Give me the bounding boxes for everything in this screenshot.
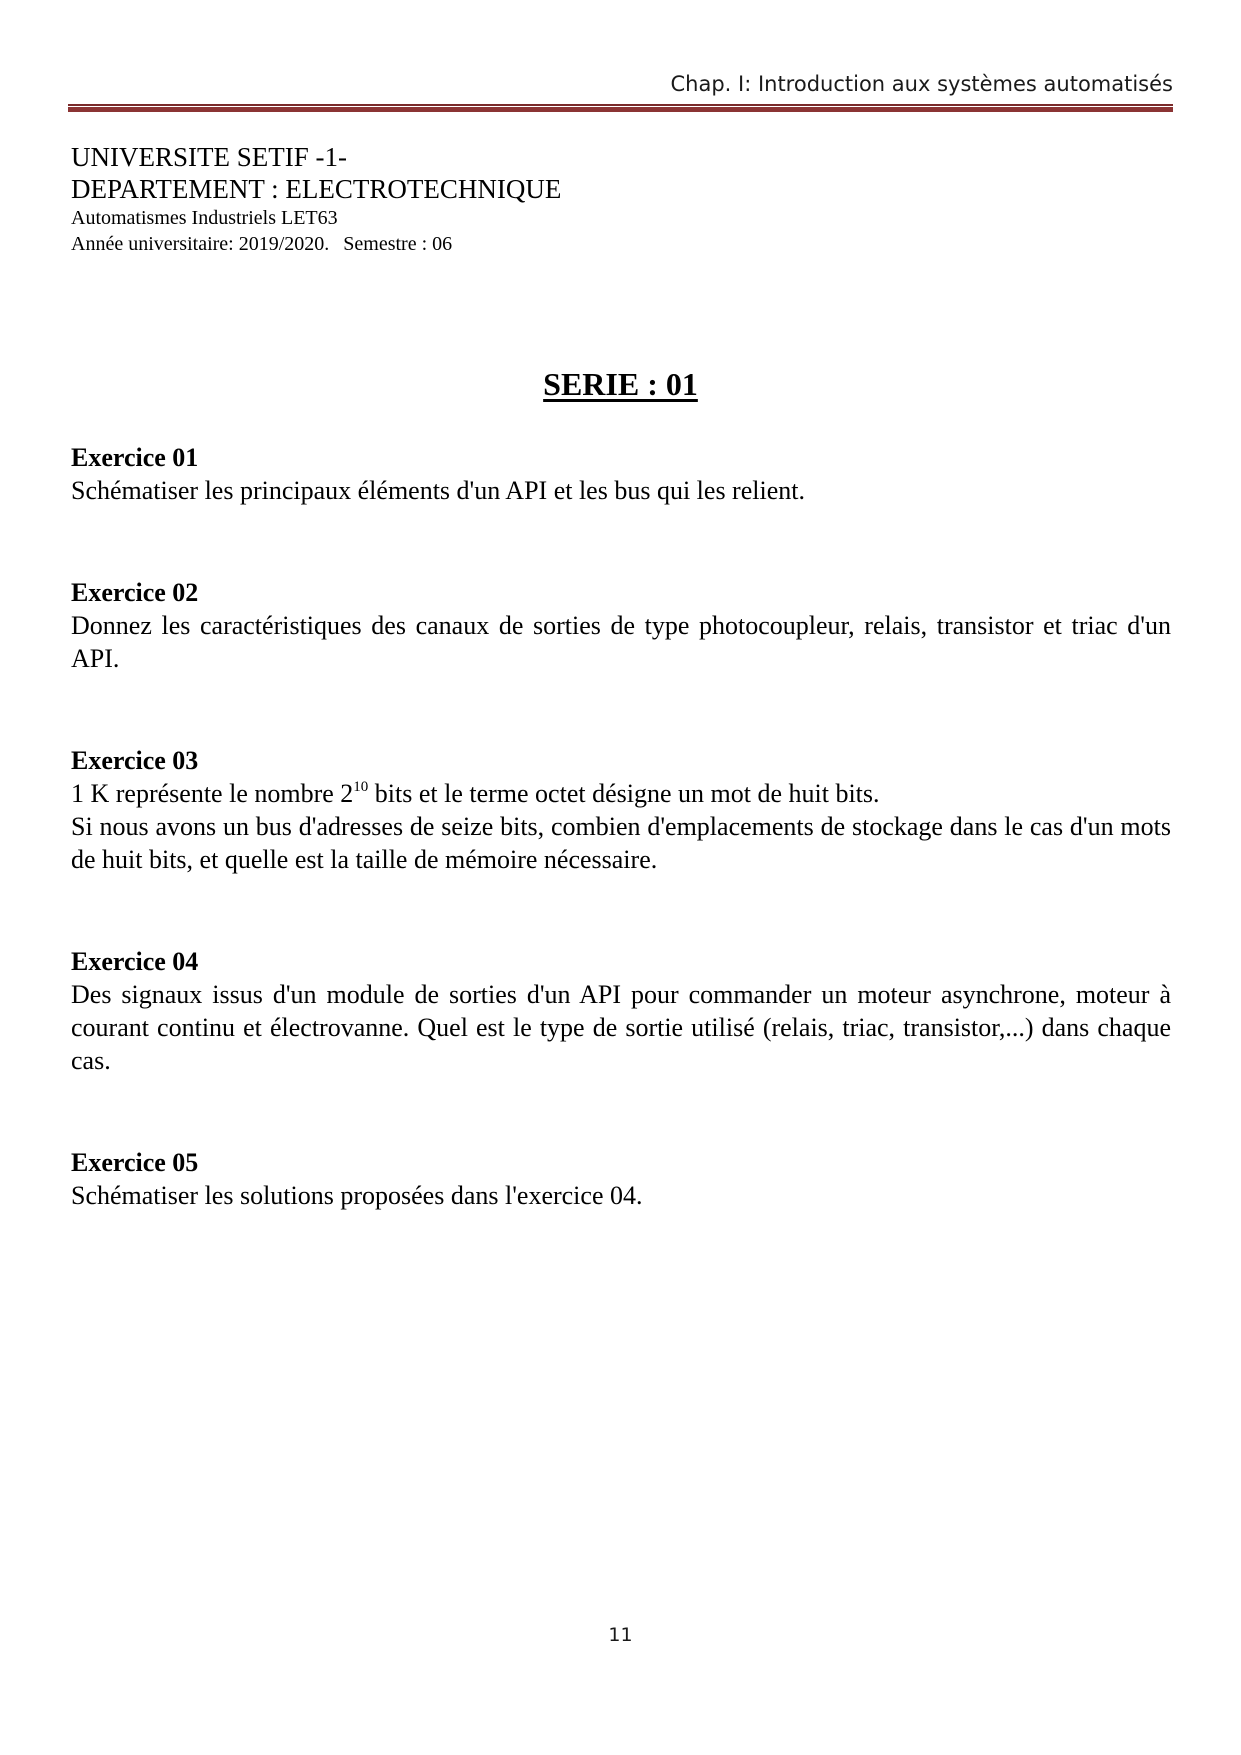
exercise-title: Exercice 02 [71,578,199,607]
exercise-03 [71,744,1171,876]
exercise-05 [71,1146,1171,1212]
header-rule-thin [68,104,1173,106]
page-number: 11 [608,1624,633,1646]
exercise-text: bits et le terme octet désigne un mot de huit bits. [368,779,880,808]
exercise-01 [71,441,1171,507]
exercise-title: Exercice 04 [71,947,199,976]
exercise-first-line [71,777,1171,810]
exercise-body [71,978,1171,1077]
exercise-title: Exercice 05 [71,1148,199,1177]
exercise-paragraph: Schématiser les principaux éléments d'un API et les bus qui les relient. [71,476,805,505]
course-name: Automatismes Industriels LET63 [71,207,338,229]
semester: Semestre : 06 [343,233,453,255]
academic-info [71,234,561,260]
series-title: SERIE : 01 [543,366,698,402]
exercise-paragraph: Si nous avons un bus d'adresses de seize bits, combien d'emplacements de stockage dans le cas d'un mots de huit bits, et quelle est la taille de mémoire nécessaire. [71,812,1171,874]
exponent: 10 [353,779,369,795]
exercise-body [71,1179,1171,1212]
academic-year: Année universitaire: 2019/2020. [71,233,330,255]
university-name: UNIVERSITE SETIF -1- [71,142,347,172]
institution-block [71,144,561,260]
department-name: DEPARTEMENT : ELECTROTECHNIQUE [71,174,562,204]
exercise-paragraph: Schématiser les solutions proposées dans l'exercice 04. [71,1181,643,1210]
running-header: Chap. I: Introduction aux systèmes automatisés [670,72,1173,96]
exercise-text: 1 K représente le nombre 2 [71,779,354,808]
exercise-02 [71,576,1171,675]
exercise-title: Exercice 01 [71,443,199,472]
exercise-04 [71,945,1171,1077]
exercise-body [71,474,1171,507]
exercise-paragraph: Des signaux issus d'un module de sorties d'un API pour commander un moteur asynchrone, moteur à courant continu et électrovanne. Quel est le type de sortie utilisé (relais, triac, transistor,...) dans chaque cas. [71,980,1171,1075]
exercise-title: Exercice 03 [71,746,199,775]
exercise-paragraph: Donnez les caractéristiques des canaux de sorties de type photocoupleur, relais, transistor et triac d'un API. [71,611,1171,673]
exercise-body [71,777,1171,876]
exercise-body [71,609,1171,675]
header-rule-thick [68,107,1173,112]
